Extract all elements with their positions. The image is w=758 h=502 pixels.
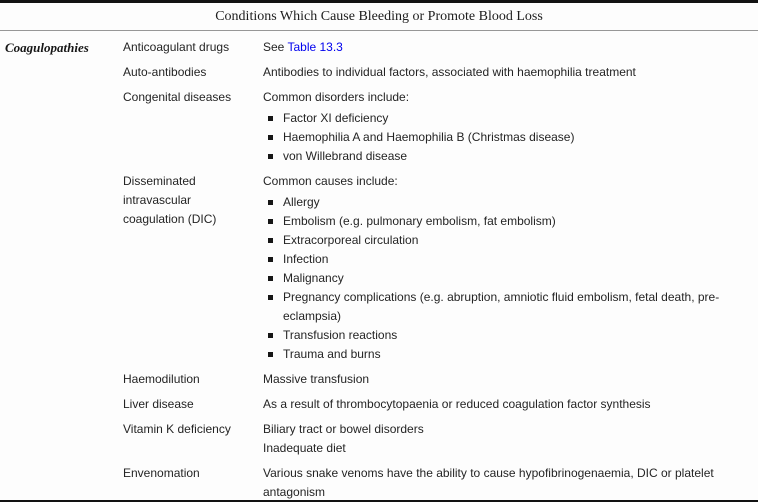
list-item xyxy=(268,109,750,128)
bullet-text: Allergy xyxy=(283,195,320,209)
detail-line: Inadequate diet xyxy=(263,441,346,455)
condition-label: Disseminated intravascular coagulation (DIC) xyxy=(123,174,217,226)
condition-label: Envenomation xyxy=(123,466,200,480)
table-body xyxy=(0,31,758,502)
bullet-square-icon xyxy=(268,200,273,205)
condition-detail xyxy=(263,38,752,57)
bullet-square-icon xyxy=(268,238,273,243)
bullet-text: Embolism (e.g. pulmonary embolism, fat embolism) xyxy=(283,214,556,228)
condition-detail xyxy=(263,172,752,364)
table-row xyxy=(5,464,752,502)
bullet-square-icon xyxy=(268,295,273,300)
bullet-list-intro: Common disorders include: xyxy=(263,90,410,104)
list-item xyxy=(268,326,750,345)
condition-detail xyxy=(263,88,752,166)
table-row xyxy=(5,370,752,389)
bullet-square-icon xyxy=(268,276,273,281)
table-row xyxy=(5,38,752,57)
bullet-text: Malignancy xyxy=(283,271,344,285)
detail-line: Biliary tract or bowel disorders xyxy=(263,422,424,436)
condition-detail: As a result of thrombocytopaenia or reduced coagulation factor synthesis xyxy=(263,397,651,411)
table-row xyxy=(5,395,752,414)
list-item xyxy=(268,269,750,288)
bullet-square-icon xyxy=(268,257,273,262)
condition-detail: Antibodies to individual factors, associated with haemophilia treatment xyxy=(263,65,636,79)
condition-detail: Massive transfusion xyxy=(263,372,370,386)
bullet-list-intro: Common causes include: xyxy=(263,174,398,188)
list-item xyxy=(268,345,750,364)
detail-text: See xyxy=(263,40,288,54)
bullet-square-icon xyxy=(268,219,273,224)
table-row xyxy=(5,420,752,458)
bullet-square-icon xyxy=(268,116,273,121)
condition-detail: Various snake venoms have the ability to cause hypofibrinogenaemia, DIC or platelet antagonism xyxy=(263,466,714,499)
bullet-list xyxy=(263,193,750,364)
bullet-text: Extracorporeal circulation xyxy=(283,233,419,247)
bullet-text: Factor XI deficiency xyxy=(283,111,389,125)
bullet-text: von Willebrand disease xyxy=(283,149,408,163)
condition-detail xyxy=(263,420,752,458)
bullet-text: Trauma and burns xyxy=(283,347,381,361)
list-item xyxy=(268,193,750,212)
category-cell xyxy=(5,38,123,57)
table-13-3-link[interactable]: Table 13.3 xyxy=(287,40,343,54)
condition-label: Vitamin K deficiency xyxy=(123,422,231,436)
list-item xyxy=(268,231,750,250)
table-row xyxy=(5,88,752,166)
condition-label: Anticoagulant drugs xyxy=(123,40,230,54)
bullet-square-icon xyxy=(268,333,273,338)
list-item xyxy=(268,128,750,147)
table-row xyxy=(5,172,752,364)
list-item xyxy=(268,288,750,326)
table-row xyxy=(5,63,752,82)
bullet-text: Pregnancy complications (e.g. abruption, amniotic fluid embolism, fetal death, pre-eclampsia) xyxy=(283,290,720,323)
list-item xyxy=(268,147,750,166)
bullet-list xyxy=(263,109,750,166)
condition-label: Haemodilution xyxy=(123,372,200,386)
list-item xyxy=(268,212,750,231)
list-item xyxy=(268,250,750,269)
condition-label: Congenital diseases xyxy=(123,90,232,104)
category-label: Coagulopathies xyxy=(5,40,89,55)
bullet-text: Haemophilia A and Haemophilia B (Christmas disease) xyxy=(283,130,575,144)
bullet-square-icon xyxy=(268,135,273,140)
bullet-text: Transfusion reactions xyxy=(283,328,398,342)
condition-label: Auto-antibodies xyxy=(123,65,207,79)
table-title: Conditions Which Cause Bleeding or Promote Blood Loss xyxy=(0,3,758,31)
bullet-square-icon xyxy=(268,154,273,159)
bullet-text: Infection xyxy=(283,252,329,266)
bullet-square-icon xyxy=(268,352,273,357)
condition-label: Liver disease xyxy=(123,397,194,411)
